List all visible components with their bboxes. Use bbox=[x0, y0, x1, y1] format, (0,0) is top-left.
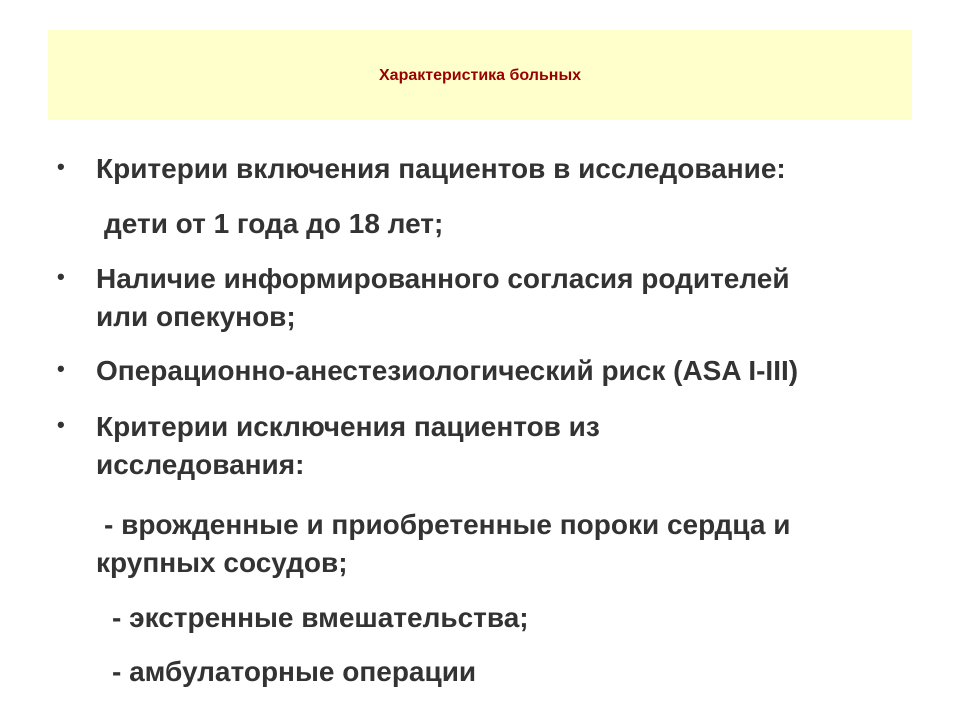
bullet-2: • bbox=[57, 264, 65, 289]
exclusion-heart-defects-1: - врожденные и приобретенные пороки сердца и bbox=[104, 509, 791, 540]
exclusion-ambulatory: - амбулаторные операции bbox=[112, 656, 477, 687]
bullet-3: • bbox=[57, 356, 65, 381]
criteria-inclusion-heading: Критерии включения пациентов в исследование: bbox=[96, 153, 786, 184]
criteria-exclusion-heading-1: Критерии исключения пациентов из bbox=[96, 411, 600, 442]
criteria-exclusion-heading-2: исследования: bbox=[96, 449, 305, 480]
slide-title: Характеристика больных bbox=[379, 67, 581, 84]
bullet-4: • bbox=[57, 412, 65, 437]
exclusion-emergency: - экстренные вмешательства; bbox=[112, 602, 529, 633]
inclusion-age-range: дети от 1 года до 18 лет; bbox=[104, 208, 444, 239]
informed-consent-line-2: или опекунов; bbox=[96, 301, 296, 332]
asa-risk-line: Операционно-анестезиологический риск (ASA I-III) bbox=[96, 355, 799, 386]
informed-consent-line-1: Наличие информированного согласия родителей bbox=[96, 263, 790, 294]
exclusion-heart-defects-2: крупных сосудов; bbox=[96, 547, 348, 578]
bullet-1: • bbox=[57, 154, 65, 179]
